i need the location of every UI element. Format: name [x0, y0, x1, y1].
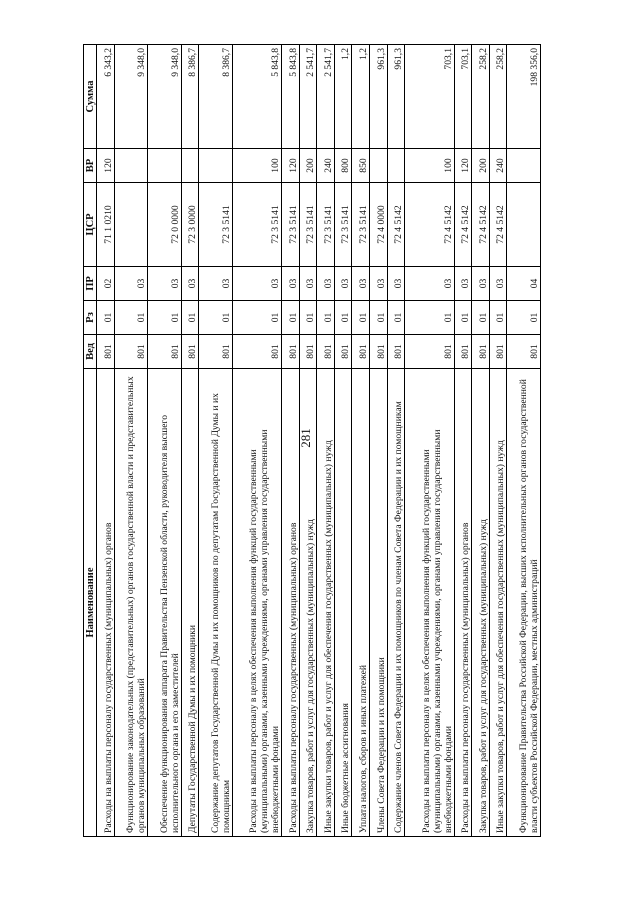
cell-pr: 03 [299, 267, 317, 301]
cell-name: Иные закупки товаров, работ и услуг для обеспечения государственных (муниципальных) нужд [489, 369, 507, 837]
budget-table [83, 44, 541, 837]
cell-sum: 961,3 [387, 45, 405, 149]
cell-pr: 02 [97, 267, 115, 301]
cell-pr: 03 [114, 267, 148, 301]
cell-ved: 801 [454, 335, 472, 369]
cell-sum: 703,1 [405, 45, 455, 149]
table-row [232, 45, 282, 837]
cell-ved: 801 [317, 335, 335, 369]
cell-sum: 5 843,8 [232, 45, 282, 149]
cell-ved: 801 [199, 335, 233, 369]
table-row [199, 45, 233, 837]
cell-ved: 801 [282, 335, 300, 369]
cell-pr: 03 [181, 267, 199, 301]
cell-rz: 01 [352, 301, 370, 335]
cell-pr: 03 [472, 267, 490, 301]
cell-csr: 72 3 5141 [352, 183, 370, 267]
cell-sum: 1,2 [334, 45, 352, 149]
cell-name: Содержание депутатов Государственной Думы и их помощников по депутатам Государственной Думы и их помощникам [199, 369, 233, 837]
cell-vr [199, 149, 233, 183]
page-number: 281 [297, 428, 313, 448]
table-header-row [84, 45, 97, 837]
table-row [114, 45, 148, 837]
cell-name: Расходы на выплаты персоналу государственных (муниципальных) органов [97, 369, 115, 837]
header-name: Наименование [84, 369, 97, 837]
cell-sum: 198 356,0 [507, 45, 541, 149]
cell-name: Расходы на выплаты персоналу в целях обеспечения выполнения функций государственными (муниципальными) органами, казенными учреждениями, органами управления государственными внебюджетными фондами [405, 369, 455, 837]
cell-vr [370, 149, 388, 183]
header-pr: ПР [84, 267, 97, 301]
cell-ved: 801 [352, 335, 370, 369]
cell-rz: 01 [387, 301, 405, 335]
cell-rz: 01 [454, 301, 472, 335]
cell-csr: 72 4 5142 [405, 183, 455, 267]
cell-csr: 72 4 5142 [489, 183, 507, 267]
cell-sum: 5 843,8 [282, 45, 300, 149]
cell-ved: 801 [370, 335, 388, 369]
header-ved: Вед [84, 335, 97, 369]
cell-vr [114, 149, 148, 183]
cell-vr: 120 [454, 149, 472, 183]
cell-vr: 200 [472, 149, 490, 183]
cell-vr: 240 [489, 149, 507, 183]
cell-pr: 03 [232, 267, 282, 301]
cell-csr: 72 4 5142 [454, 183, 472, 267]
cell-rz: 01 [334, 301, 352, 335]
cell-rz: 01 [507, 301, 541, 335]
table-row [405, 45, 455, 837]
cell-name: Расходы на выплаты персоналу государственных (муниципальных) органов [454, 369, 472, 837]
rotated-page [83, 45, 541, 837]
cell-ved: 801 [387, 335, 405, 369]
cell-name: Иные закупки товаров, работ и услуг для обеспечения государственных (муниципальных) нужд [317, 369, 335, 837]
cell-csr: 72 3 5141 [282, 183, 300, 267]
table-row [370, 45, 388, 837]
cell-csr [114, 183, 148, 267]
cell-csr: 71 1 0210 [97, 183, 115, 267]
cell-pr: 03 [352, 267, 370, 301]
cell-ved: 801 [181, 335, 199, 369]
cell-name: Закупка товаров, работ и услуг для государственных (муниципальных) нужд [299, 369, 317, 837]
cell-sum: 6 343,2 [97, 45, 115, 149]
table-row [317, 45, 335, 837]
cell-rz: 01 [181, 301, 199, 335]
cell-csr: 72 3 5141 [299, 183, 317, 267]
cell-ved: 801 [405, 335, 455, 369]
cell-pr: 03 [334, 267, 352, 301]
cell-rz: 01 [282, 301, 300, 335]
cell-name: Обеспечение функционирования аппарата Правительства Пензенской области, руководителя высшего исполнительного органа и его заместителей [148, 369, 182, 837]
cell-sum: 703,1 [454, 45, 472, 149]
table-row [181, 45, 199, 837]
cell-ved: 801 [232, 335, 282, 369]
cell-rz: 01 [232, 301, 282, 335]
header-csr: ЦСР [84, 183, 97, 267]
cell-rz: 01 [148, 301, 182, 335]
table-row [97, 45, 115, 837]
header-vr: ВР [84, 149, 97, 183]
cell-pr: 03 [387, 267, 405, 301]
cell-pr: 03 [454, 267, 472, 301]
header-sum: Сумма [84, 45, 97, 149]
cell-csr: 72 3 5141 [199, 183, 233, 267]
cell-sum: 258,2 [489, 45, 507, 149]
cell-rz: 01 [114, 301, 148, 335]
cell-pr: 03 [370, 267, 388, 301]
table-row [387, 45, 405, 837]
cell-vr [148, 149, 182, 183]
cell-csr: 72 3 5141 [334, 183, 352, 267]
cell-vr: 240 [317, 149, 335, 183]
cell-csr: 72 4 5142 [472, 183, 490, 267]
table-row [299, 45, 317, 837]
cell-sum: 9 348,0 [148, 45, 182, 149]
cell-vr [507, 149, 541, 183]
cell-vr: 850 [352, 149, 370, 183]
table-row [148, 45, 182, 837]
table-row [352, 45, 370, 837]
cell-name: Члены Совета Федерации и их помощники [370, 369, 388, 837]
cell-vr: 120 [97, 149, 115, 183]
cell-sum: 961,3 [370, 45, 388, 149]
cell-sum: 2 541,7 [299, 45, 317, 149]
cell-ved: 801 [507, 335, 541, 369]
cell-ved: 801 [97, 335, 115, 369]
cell-sum: 8 386,7 [199, 45, 233, 149]
cell-name: Расходы на выплаты персоналу в целях обеспечения выполнения функций государственными (муниципальными) органами, казенными учреждениями, органами управления государственными внебюджетными фондами [232, 369, 282, 837]
cell-vr [181, 149, 199, 183]
cell-csr: 72 0 0000 [148, 183, 182, 267]
cell-name: Иные бюджетные ассигнования [334, 369, 352, 837]
cell-sum: 9 348,0 [114, 45, 148, 149]
cell-csr: 72 4 5142 [387, 183, 405, 267]
cell-pr: 03 [405, 267, 455, 301]
cell-name: Функционирование законодательных (представительных) органов государственной власти и представительных органов муниципальных образований [114, 369, 148, 837]
cell-pr: 03 [148, 267, 182, 301]
cell-ved: 801 [472, 335, 490, 369]
cell-rz: 01 [199, 301, 233, 335]
cell-pr: 03 [282, 267, 300, 301]
cell-pr: 03 [199, 267, 233, 301]
cell-ved: 801 [334, 335, 352, 369]
table-row [334, 45, 352, 837]
cell-vr: 800 [334, 149, 352, 183]
cell-pr: 03 [489, 267, 507, 301]
cell-vr: 120 [282, 149, 300, 183]
cell-sum: 8 386,7 [181, 45, 199, 149]
cell-csr: 72 3 5141 [317, 183, 335, 267]
cell-name: Содержание членов Совета Федерации и их помощников по членам Совета Федерации и их помощникам [387, 369, 405, 837]
cell-sum: 258,2 [472, 45, 490, 149]
cell-name: Закупка товаров, работ и услуг для государственных (муниципальных) нужд [472, 369, 490, 837]
cell-ved: 801 [489, 335, 507, 369]
cell-name: Уплата налогов, сборов и иных платежей [352, 369, 370, 837]
table-body [97, 45, 541, 837]
cell-rz: 01 [97, 301, 115, 335]
cell-pr: 03 [317, 267, 335, 301]
cell-name: Функционирование Правительства Российской Федерации, высших исполнительных органов государственной власти субъектов Российской Федерации, местных администраций [507, 369, 541, 837]
cell-rz: 01 [405, 301, 455, 335]
table-row [472, 45, 490, 837]
cell-name: Расходы на выплаты персоналу государственных (муниципальных) органов [282, 369, 300, 837]
cell-vr: 100 [232, 149, 282, 183]
table-row [489, 45, 507, 837]
cell-ved: 801 [148, 335, 182, 369]
table-row [282, 45, 300, 837]
cell-sum: 2 541,7 [317, 45, 335, 149]
cell-vr: 200 [299, 149, 317, 183]
cell-csr [507, 183, 541, 267]
cell-vr [387, 149, 405, 183]
cell-name: Депутаты Государственной Думы и их помощники [181, 369, 199, 837]
header-rz: Рз [84, 301, 97, 335]
cell-ved: 801 [299, 335, 317, 369]
cell-rz: 01 [299, 301, 317, 335]
cell-csr: 72 4 0000 [370, 183, 388, 267]
cell-ved: 801 [114, 335, 148, 369]
cell-csr: 72 3 5141 [232, 183, 282, 267]
cell-rz: 01 [317, 301, 335, 335]
cell-rz: 01 [489, 301, 507, 335]
table-row [507, 45, 541, 837]
cell-rz: 01 [472, 301, 490, 335]
cell-sum: 1,2 [352, 45, 370, 149]
cell-csr: 72 3 0000 [181, 183, 199, 267]
cell-rz: 01 [370, 301, 388, 335]
table-row [454, 45, 472, 837]
cell-vr: 100 [405, 149, 455, 183]
cell-pr: 04 [507, 267, 541, 301]
